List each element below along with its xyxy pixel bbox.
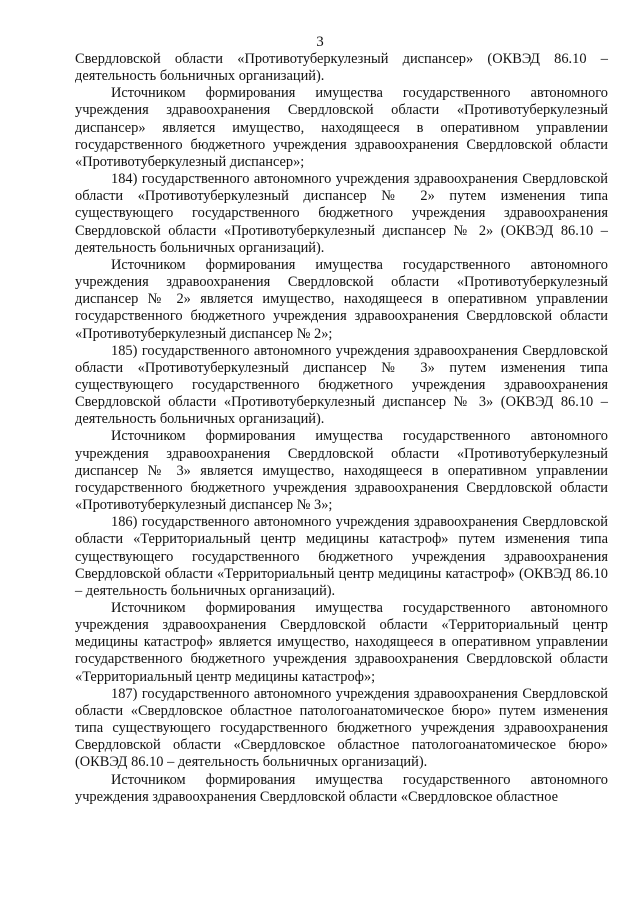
paragraph-property-source: Источником формирования имущества государственного автономного учреждения здравоохранения Свердловской области «Противотуберкулезный диспансер» является имущество, находящееся в оперативном управлении государственного бюджетного учреждения здравоохранения Свердловской области «Противотуберкулезный диспансер»; [75,85,608,170]
document-body [75,51,608,806]
paragraph-property-source-cut: Источником формирования имущества государственного автономного учреждения здравоохранения Свердловской области «Свердловское областное [75,771,608,805]
paragraph-item-184: 184) государственного автономного учреждения здравоохранения Свердловской области «Противотуберкулезный диспансер № 2» путем изменения типа существующего государственного бюджетного учреждения здравоохранения Свердловской области «Противотуберкулезный диспансер № 2» (ОКВЭД 86.10 – деятельность больничных организаций). [75,171,608,256]
paragraph-item-187: 187) государственного автономного учреждения здравоохранения Свердловской области «Свердловское областное патологоанатомическое бюро» путем изменения типа существующего государственного бюджетного учреждения здравоохранения Свердловской области «Свердловское областное патологоанатомическое бюро» (ОКВЭД 86.10 – деятельность больничных организаций). [75,685,608,771]
paragraph-item-186: 186) государственного автономного учреждения здравоохранения Свердловской области «Территориальный центр медицины катастроф» путем изменения типа существующего государственного бюджетного учреждения здравоохранения Свердловской области «Территориальный центр медицины катастроф» (ОКВЭД 86.10 – деятельность больничных организаций). [75,514,608,599]
paragraph-property-source: Источником формирования имущества государственного автономного учреждения здравоохранения Свердловской области «Противотуберкулезный диспансер № 2» является имущество, находящееся в оперативном управлении государственного бюджетного учреждения здравоохранения Свердловской области «Противотуберкулезный диспансер № 2»; [75,256,608,342]
page-number: 3 [316,34,324,50]
paragraph-property-source: Источником формирования имущества государственного автономного учреждения здравоохранения Свердловской области «Противотуберкулезный диспансер № 3» является имущество, находящееся в оперативном управлении государственного бюджетного учреждения здравоохранения Свердловской области «Противотуберкулезный диспансер № 3»; [75,428,608,514]
paragraph-property-source: Источником формирования имущества государственного автономного учреждения здравоохранения Свердловской области «Территориальный центр медицины катастроф» является имущество, находящееся в оперативном управлении государственного бюджетного учреждения здравоохранения Свердловской области «Территориальный центр медицины катастроф»; [75,600,608,685]
paragraph-item-185: 185) государственного автономного учреждения здравоохранения Свердловской области «Противотуберкулезный диспансер № 3» путем изменения типа существующего государственного бюджетного учреждения здравоохранения Свердловской области «Противотуберкулезный диспансер № 3» (ОКВЭД 86.10 – деятельность больничных организаций). [75,342,608,428]
paragraph-continuation: Свердловской области «Противотуберкулезный диспансер» (ОКВЭД 86.10 – деятельность больничных организаций). [75,51,608,85]
